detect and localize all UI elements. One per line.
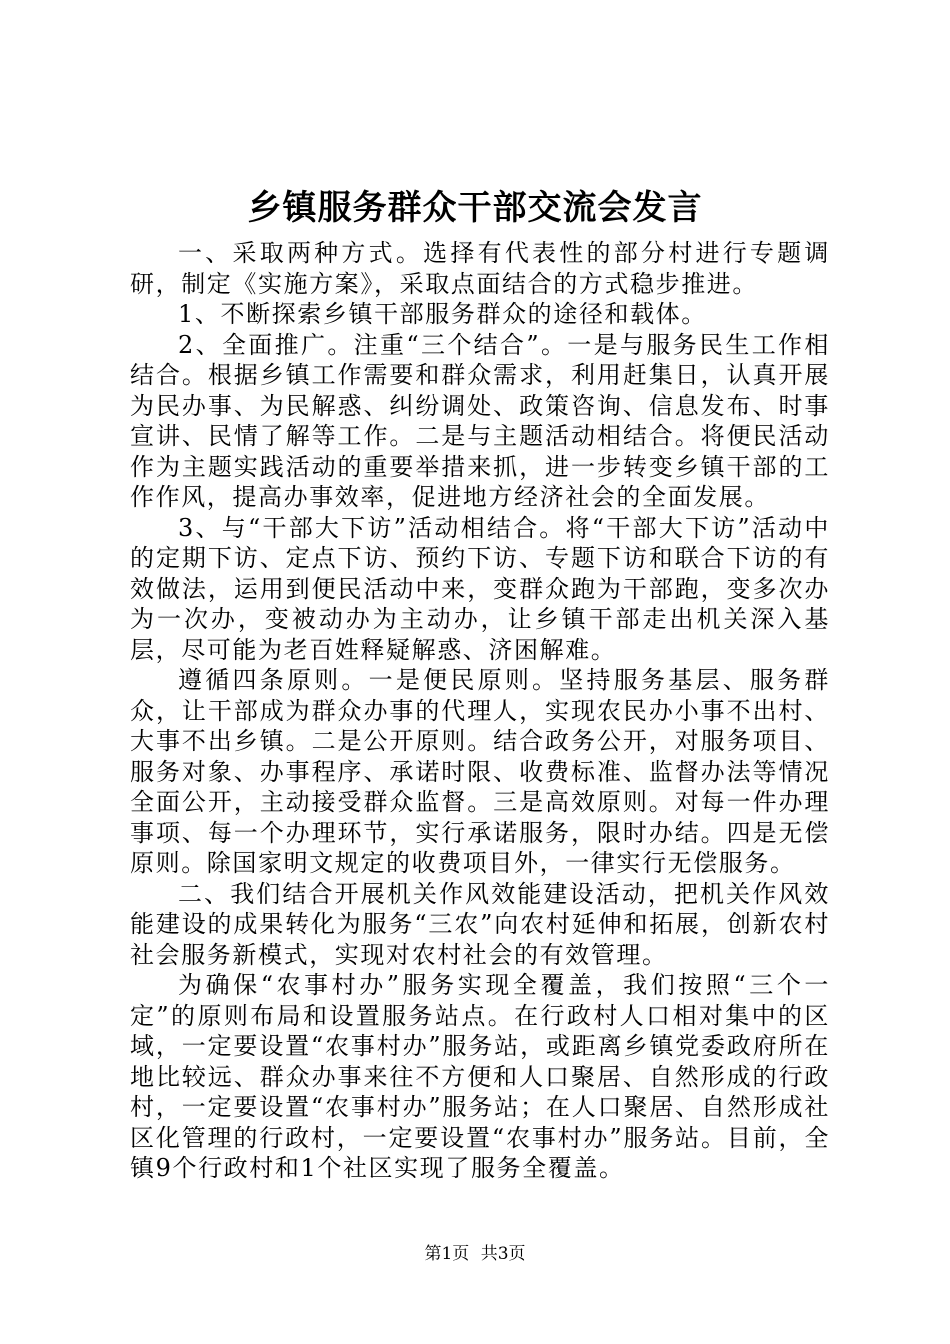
page-footer [0,1244,950,1264]
paragraph: 二、我们结合开展机关作风效能建设活动，把机关作风效能建设的成果转化为服务“三农”向农村延伸和拓展，创新农村社会服务新模式，实现对农村社会的有效管理。 [130,879,830,969]
paragraph: 1、不断探索乡镇干部服务群众的途径和载体。 [178,300,707,328]
paragraph: 2、全面推广。注重“三个结合”。一是与服务民生工作相结合。根据乡镇工作需要和群众需求，利用赶集日，认真开展为民办事、为民解惑、纠纷调处、政策咨询、信息发布、时事宣讲、民情了解等工作。二是与主题活动相结合。将便民活动作为主题实践活动的重要举措来抓，进一步转变乡镇干部的工作作风，提高办事效率，促进地方经济社会的全面发展。 [130,330,830,511]
paragraph: 遵循四条原则。一是便民原则。坚持服务基层、服务群众，让干部成为群众办事的代理人，实现农民办小事不出村、大事不出乡镇。二是公开原则。结合政务公开，对服务项目、服务对象、办事程序、承诺时限、收费标准、监督办法等情况全面公开，主动接受群众监督。三是高效原则。对每一件办理事项、每一个办理环节，实行承诺服务，限时办结。四是无偿原则。除国家明文规定的收费项目外，一律实行无偿服务。 [130,666,830,877]
document-body [130,238,830,1184]
document-title: 乡镇服务群众干部交流会发言 [247,188,703,228]
paragraph: 为确保“农事村办”服务实现全覆盖，我们按照“三个一定”的原则布局和设置服务站点。在行政村人口相对集中的区域，一定要设置“农事村办”服务站，或距离乡镇党委政府所在地比较远、群众办事来往不方便和人口聚居、自然形成的行政村，一定要设置“农事村办”服务站；在人口聚居、自然形成社区化管理的行政村，一定要设置“农事村办”服务站。目前，全镇9个行政村和1个社区实现了服务全覆盖。 [130,971,830,1182]
paragraph: 一、采取两种方式。选择有代表性的部分村进行专题调研，制定《实施方案》，采取点面结合的方式稳步推进。 [130,239,830,298]
page-number: 第1页 [424,1244,470,1264]
page-total: 共3页 [480,1244,526,1264]
paragraph: 3、与“干部大下访”活动相结合。将“干部大下访”活动中的定期下访、定点下访、预约下访、专题下访和联合下访的有效做法，运用到便民活动中来，变群众跑为干部跑，变多次办为一次办，变被动办为主动办，让乡镇干部走出机关深入基层，尽可能为老百姓释疑解惑、济困解难。 [130,513,830,664]
